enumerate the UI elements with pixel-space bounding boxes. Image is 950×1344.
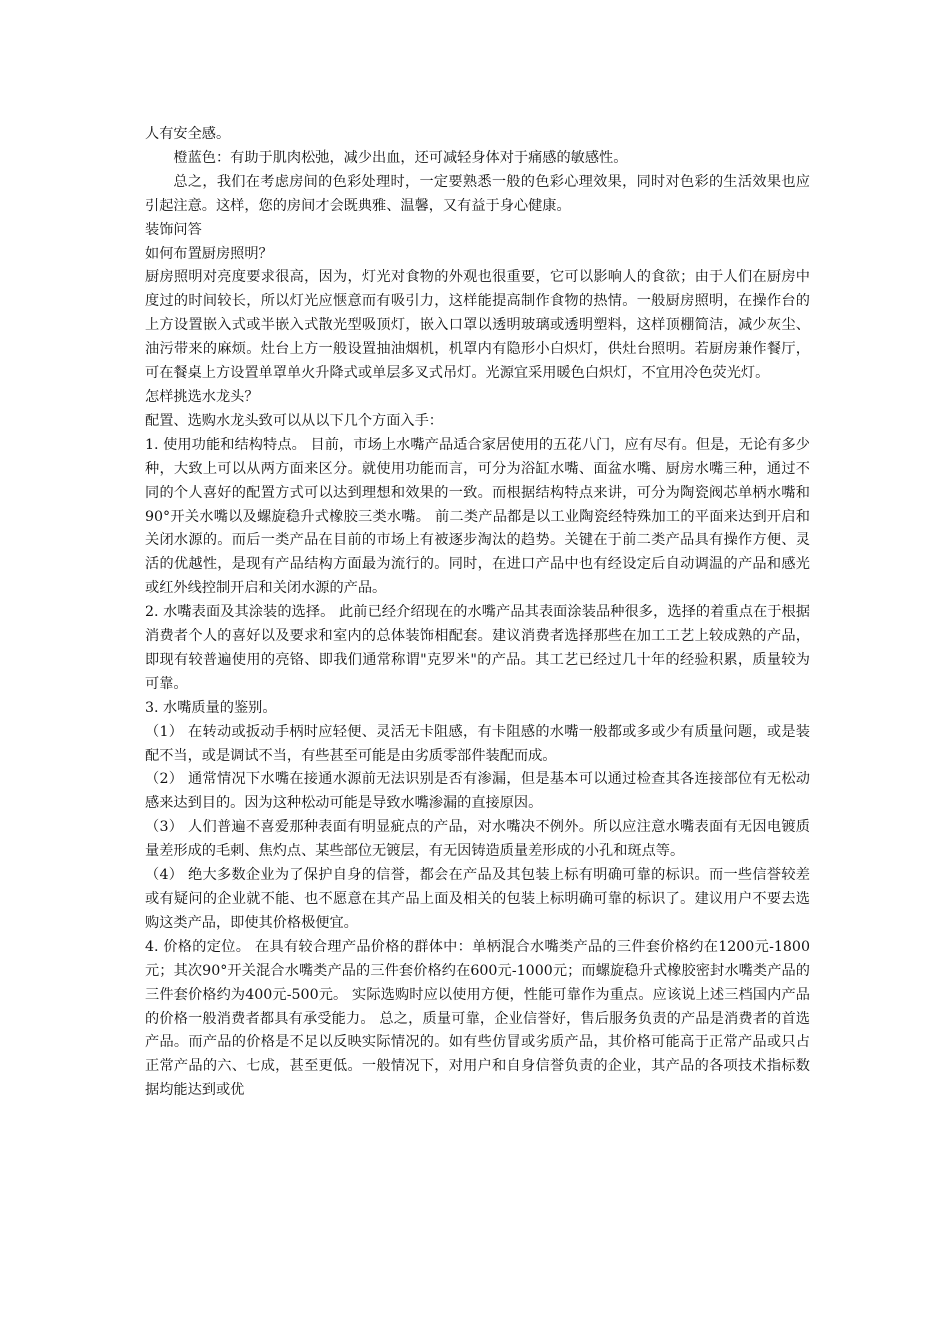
- document-body: [145, 123, 810, 1103]
- paragraph-orange-blue: 橙蓝色：有助于肌肉松弛，减少出血，还可减轻身体对于痛感的敏感性。: [173, 149, 628, 166]
- faucet-point-2: 2. 水嘴表面及其涂装的选择。 此前已经介绍现在的水嘴产品其表面涂装品种很多，选择的着重点在于根据消费者个人的喜好以及要求和室内的总体装饰相配套。建议消费者选择那些在加工工艺上较成熟的产品，即现有较普遍使用的亮铬、即我们通常称谓"克罗米"的产品。其工艺已经过几十年的经验积累，质量较为可靠。: [145, 604, 810, 692]
- question-faucet: 怎样挑选水龙头？: [145, 388, 259, 405]
- faucet-intro: 配置、选购水龙头致可以从以下几个方面入手：: [145, 412, 443, 429]
- faucet-point-3-3: （3） 人们普遍不喜爱那种表面有明显疵点的产品，对水嘴决不例外。所以应注意水嘴表面有无因电镀质量差形成的毛刺、焦灼点、某些部位无镀层，有无因铸造质量差形成的小孔和斑点等。: [145, 819, 810, 860]
- question-kitchen-lighting: 如何布置厨房照明？: [145, 245, 273, 262]
- faucet-point-3-1: （1） 在转动或扳动手柄时应轻便、灵活无卡阻感，有卡阻感的水嘴一般都或多或少有质量问题，或是装配不当，或是调试不当，有些甚至可能是由劣质零部件装配而成。: [145, 723, 810, 764]
- faucet-point-4: 4. 价格的定位。 在具有较合理产品价格的群体中：单柄混合水嘴类产品的三件套价格约在1200元-1800元；其次90°开关混合水嘴类产品的三件套价格约在600元-1000元；而螺旋稳升式橡胶密封水嘴类产品的三件套价格约为400元-500元。 实际选购时应以使用方便，性能可靠作为重点。应该说上述三档国内产品的价格一般消费者都具有承受能力。 总之，质量可靠，企业信誉好，售后服务负责的产品是消费者的首选产品。而产品的价格是不足以反映实际情况的。如有些仿冒或劣质产品，其价格可能高于正常产品或只占正常产品的六、七成，甚至更低。一般情况下，对用户和自身信誉负责的企业，其产品的各项技术指标数据均能达到或优: [145, 938, 810, 1099]
- faucet-point-3: 3. 水嘴质量的鉴别。: [145, 699, 277, 716]
- faucet-point-1: 1. 使用功能和结构特点。 目前，市场上水嘴产品适合家居使用的五花八门，应有尽有。但是，无论有多少种，大致上可以从两方面来区分。就使用功能而言，可分为浴缸水嘴、面盆水嘴、厨房水嘴三种，通过不同的个人喜好的配置方式可以达到理想和效果的一致。而根据结构特点来讲，可分为陶瓷阀芯单柄水嘴和90°开关水嘴以及螺旋稳升式橡胶三类水嘴。 前二类产品都是以工业陶瓷经特殊加工的平面来达到开启和关闭水源的。而后一类产品在目前的市场上有被逐步淘汰的趋势。关键在于前二类产品具有操作方便、灵活的优越性，是现有产品结构方面最为流行的。同时，在进口产品中也有经设定后自动调温的产品和感光或红外线控制开启和关闭水源的产品。: [145, 436, 810, 597]
- answer-kitchen-lighting: 厨房照明对亮度要求很高，因为，灯光对食物的外观也很重要，它可以影响人的食欲；由于人们在厨房中度过的时间较长，所以灯光应惬意而有吸引力，这样能提高制作食物的热情。一般厨房照明，在操作台的上方设置嵌入式或半嵌入式散光型吸顶灯，嵌入口罩以透明玻璃或透明塑料，这样顶棚简洁，减少灰尘、油污带来的麻烦。灶台上方一般设置抽油烟机，机罩内有隐形小白炽灯，供灶台照明。若厨房兼作餐厅，可在餐桌上方设置单罩单火升降式或单层多叉式吊灯。光源宜采用暖色白炽灯，不宜用冷色荧光灯。: [145, 269, 810, 382]
- section-heading-decoration-qa: 装饰问答: [145, 221, 202, 238]
- faucet-point-3-2: （2） 通常情况下水嘴在接通水源前无法识别是否有渗漏，但是基本可以通过检查其各连接部位有无松动感来达到目的。因为这种松动可能是导致水嘴渗漏的直接原因。: [145, 771, 810, 812]
- paragraph-safety-ending: 人有安全感。: [145, 126, 231, 142]
- faucet-point-3-4: （4） 绝大多数企业为了保护自身的信誉，都会在产品及其包装上标有明确可靠的标识。而一些信誉较差或有疑问的企业就不能、也不愿意在其产品上面及相关的包装上标明确可靠的标识了。建议用户不要去选购这类产品，即使其价格极便宜。: [145, 867, 810, 931]
- paragraph-color-summary: 总之，我们在考虑房间的色彩处理时，一定要熟悉一般的色彩心理效果，同时对色彩的生活效果也应引起注意。这样，您的房间才会既典雅、温馨，又有益于身心健康。: [145, 173, 810, 214]
